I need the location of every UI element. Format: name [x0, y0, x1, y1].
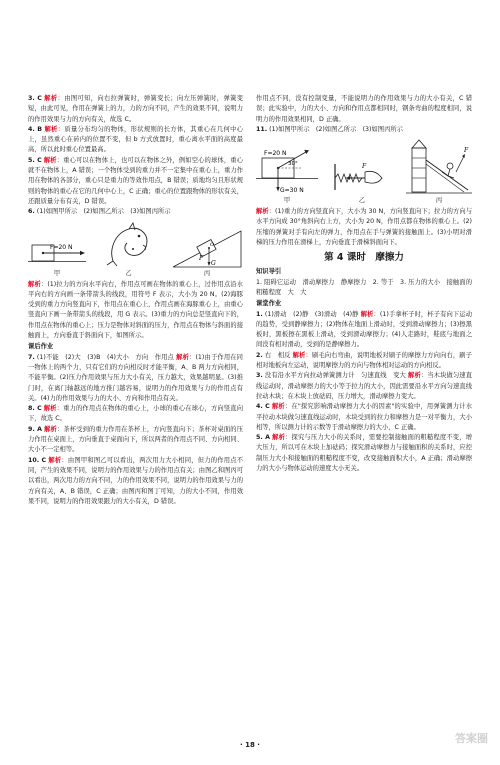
answer-text: ：刷毛向右弯曲，说明地板对刷子的摩擦力方向向右，刷子相对地板向左运动，说明摩擦力的方向与物体相对运动的方向相反。 — [256, 351, 473, 370]
answer-3 — [28, 94, 243, 125]
answer-text: (1)如图甲所示 (2)如图乙所示 (3)如图丙所示 — [36, 208, 171, 216]
answer-6 — [28, 207, 243, 217]
answer-number: 10. C — [28, 456, 47, 464]
force-label: F — [362, 163, 367, 171]
answer-text: ：重心可以在物体上，也可以在物体之外，例如空心的球体，重心就不在物体上，A 错误；一个物体受到的重力并不一定集中在重心上，重力作用在物体的各部分，重心只是重力的等效作用点，B 错误；质地均匀且形状规则的物体的重心在它的几何中心上，C 正确；重心的位置跟物体的形状有关，还跟质量分布有关，D 错误。 — [28, 156, 243, 205]
slide-diagram — [406, 138, 472, 196]
answer-number: 5. C — [28, 156, 42, 164]
class-answer-5 — [256, 433, 472, 474]
incline-diagram — [171, 225, 243, 269]
answer-6-analysis — [28, 280, 243, 342]
figure-jia — [256, 144, 318, 205]
answer-number: 4. C — [256, 403, 270, 411]
analysis-label: 解析 — [272, 434, 286, 442]
figure-jia — [28, 233, 86, 278]
answer-10-continued: 作用点不同，没有控制变量，不能说明力的作用效果与力的大小有关，C 错误；此实验中，力的大小、方向和作用点都相同时，钢条弯曲的程度相同，说明力的作用效果相同，D 正确。 — [256, 95, 472, 123]
force-label: F=20 N — [50, 243, 73, 251]
answer-text: ：由图可知，向右拉弹簧时，弹簧变长；向左压弹簧时，弹簧变短，由此可见，作用在弹簧上的力，力的方向不同，产生的效果不同，说明力的作用效果与力的方向有关，故选 C。 — [28, 95, 244, 123]
answer-text: (1)如图甲所示 (2)如图乙所示 (3)如图丙所示 — [269, 125, 403, 133]
knowledge-guide: 1. 阻碍它运动 滑动摩擦力 静摩擦力 2. 等于 3. 压力的大小 接触面的粗糙程度 大 大 — [256, 278, 472, 296]
answer-number: 2. — [256, 351, 263, 359]
figure-bing — [171, 225, 243, 278]
answer-text: (1)不能 (2)大 (3)B (4)大小 方向 作用点 — [36, 353, 174, 361]
figure-caption: 丙 — [435, 197, 443, 205]
class-answer-3 — [256, 371, 472, 402]
section-title: 知识导引 — [256, 268, 282, 276]
answer-number: 5. A — [256, 434, 270, 442]
angle-label: 30° — [288, 161, 298, 168]
class-answer-2 — [256, 351, 472, 372]
figure-yi — [332, 156, 392, 205]
left-column — [28, 94, 243, 507]
answer-8 — [28, 404, 243, 425]
figure-caption: 乙 — [358, 197, 366, 205]
figure-bing — [406, 138, 472, 205]
figure-caption: 乙 — [125, 269, 132, 277]
analysis-label: 解析 — [292, 351, 306, 359]
answer-text: ：(1)拉力的方向水平向右，作用点可画在物体的重心上，过作用点沿水平向右的方向画一条带箭头的线段，用符号 F 表示，大小为 20 N。(2)海豚受到的重力方向竖直向下，作用点在重心上，作用点画在海豚重心上，由重心竖直向下画一条带箭头的线段，用 G 表示。(3)重力的方向总是竖直向下的，作用点在物体的重心上；压力是物体对斜面的压力，作用点在物体与斜面的接触面上，方向垂直于斜面向下，如图所示。 — [28, 280, 244, 340]
gravity-label: G — [211, 259, 216, 267]
answer-text: ：重力的作用点在物体的重心上，小球的重心在球心，方向竖直向下，故选 C。 — [28, 405, 243, 423]
analysis-label: 解析 — [256, 208, 269, 216]
dolphin-icon — [103, 221, 155, 269]
answer-text: ：(1)手拿杯子时，杯子有向下运动的趋势，受到静摩擦力；(2)物体在地面上滑动时，受到滑动摩擦力；(3)擦黑板时，黑板擦在黑板上滑动，受到滑动摩擦力；(4)人走路时，鞋底与地面之间没有相对滑动，受到的是静摩擦力。 — [256, 310, 473, 349]
figure-yi — [103, 221, 155, 278]
answer-7 — [28, 353, 243, 404]
answer-11-analysis — [256, 207, 472, 248]
class-answer-4 — [256, 402, 472, 433]
figure-caption: 丙 — [203, 269, 211, 277]
answer-11 — [256, 125, 472, 135]
answer-text: ：探究与压力大小的关系时，需要控制接触面的粗糙程度不变，增大压力，所以可在木块上加砝码；探究滑动摩擦力与接触面积的关系时，应控制压力大小和接触面的粗糙程度不变，改变接触面积大小，A 正确；滑动摩擦力的大小与物体运动的速度大小无关。 — [256, 434, 472, 473]
answer-number: 9. A — [28, 425, 42, 433]
lesson-title: 第 4 课时 摩擦力 — [324, 252, 404, 264]
answer-text: (1)滑动 (2)静 (3)滑动 (4)静 — [264, 310, 359, 318]
figure-row-6 — [28, 221, 243, 278]
figure-row-11 — [256, 138, 472, 205]
figure-caption: 甲 — [283, 197, 291, 205]
answer-9 — [28, 425, 243, 456]
analysis-label: 解析 — [48, 456, 62, 464]
gravity-label: G=30 N — [280, 187, 304, 195]
answer-number: 11. — [256, 125, 268, 133]
analysis-label: 解析 — [44, 125, 58, 133]
section-title: 课堂作业 — [256, 300, 282, 308]
answer-number: 8. C — [28, 405, 42, 413]
section-title: 课后作业 — [28, 343, 54, 351]
answer-5 — [28, 156, 243, 207]
answer-text: ：由图甲和图乙可以看出，两次用力大小相同，但力的作用点不同，产生的效果不同，说明力的作用效果与力的作用点有关；由图乙和图丙可以看出，两次用力的方向不同，力的作用效果不同，说明力的作用效果与力的方向有关，A、B 错误，C 正确；由图丙和图丁可知，力的大小不同，作用效果不同，说明力的作用效果跟力的大小有关，D 错误。 — [28, 456, 244, 505]
answer-text: 右 相反 — [264, 351, 291, 359]
analysis-label: 解析 — [360, 310, 374, 318]
answer-number: 4. B — [28, 125, 43, 133]
answer-number: 1. — [256, 310, 263, 318]
analysis-label: 解析 — [43, 156, 57, 164]
force-label: F — [199, 254, 204, 262]
analysis-label: 解析 — [43, 405, 57, 413]
block-pull-diagram — [28, 233, 86, 269]
block-force-diagram — [256, 144, 318, 196]
watermark: 答案圈 — [455, 732, 488, 745]
analysis-label: 解析 — [176, 353, 190, 361]
answer-text: ：茶杯受到的重力作用在茶杯上，方向竖直向下；茶杯对桌面的压力作用在桌面上，方向垂直于桌面向下，所以两者的作用点不同、方向相同、大小不一定相等。 — [28, 425, 243, 454]
answer-number: 3. C — [28, 95, 42, 102]
force-label: F — [464, 147, 469, 155]
answer-text: 没有沿水平方向拉动弹簧测力计 匀速直线 变大 — [264, 372, 406, 380]
figure-caption: 甲 — [53, 269, 61, 277]
analysis-label: 解析 — [44, 425, 57, 433]
force-label: F=20 N — [264, 150, 287, 158]
class-answer-1 — [256, 310, 472, 351]
answer-number: 6. — [28, 208, 35, 216]
answer-text: ：当木块做匀速直线运动时，滑动摩擦力的大小等于拉力的大小，因此需要沿水平方向匀速直线拉动木块；在木块上放砝码，压力增大，滑动摩擦力变大。 — [256, 372, 473, 400]
right-column — [256, 94, 472, 474]
answer-text: ：(1)重力的方向竖直向下，大小为 30 N，方向竖直向下；拉力的方向与水平方向成 30°角斜向右上方，大小为 20 N，作用点都在物体的重心上。(2)压缩的弹簧对手有向左的弹力，作用点在手与弹簧的接触面上。(3)小明对滑梯的压力作用在滑梯上，方向垂直于滑梯斜面向下。 — [256, 208, 472, 247]
page-number: · 18 · — [240, 741, 260, 749]
spring-hand-diagram — [332, 156, 392, 196]
answer-number: 3. — [256, 372, 263, 380]
analysis-label: 解析 — [28, 280, 41, 288]
answer-number: 7. — [28, 353, 35, 361]
answer-text: ：质量分布均匀的物体，形状规则的长方体，其重心在几何中心上，虽然重心在砖内的位置不变，但 b 方式放置时，重心离水平面的高度最高，所以此时重心位置最高。 — [28, 125, 244, 154]
answer-10 — [28, 456, 243, 507]
point-label: O — [210, 241, 215, 248]
answer-text: ：在"探究影响滑动摩擦力大小的因素"的实验中，用弹簧测力计水平拉动木块做匀速直线运动时，木块受到的拉力和摩擦力是一对平衡力，大小相等，所以测力计的示数等于滑动摩擦力的大小，C 正确。 — [256, 403, 473, 431]
answer-4 — [28, 125, 243, 156]
answer-text: ：(1)由于作用在同一物体上的两个力，只有它们的方向相反时才能平衡，A、B 两力方向相同，不能平衡。(2)压力作用效果与压力大小有关，压力越大，效果越明显。(3)推门时，在离门轴越远的地方推门越容易，说明力的作用效果与力的作用点有关。(4)力的作用效果与力的大小、方向和作用点有关。 — [28, 353, 243, 402]
analysis-label: 解析 — [44, 95, 58, 102]
analysis-label: 解析 — [271, 403, 285, 411]
analysis-label: 解析 — [408, 372, 421, 380]
